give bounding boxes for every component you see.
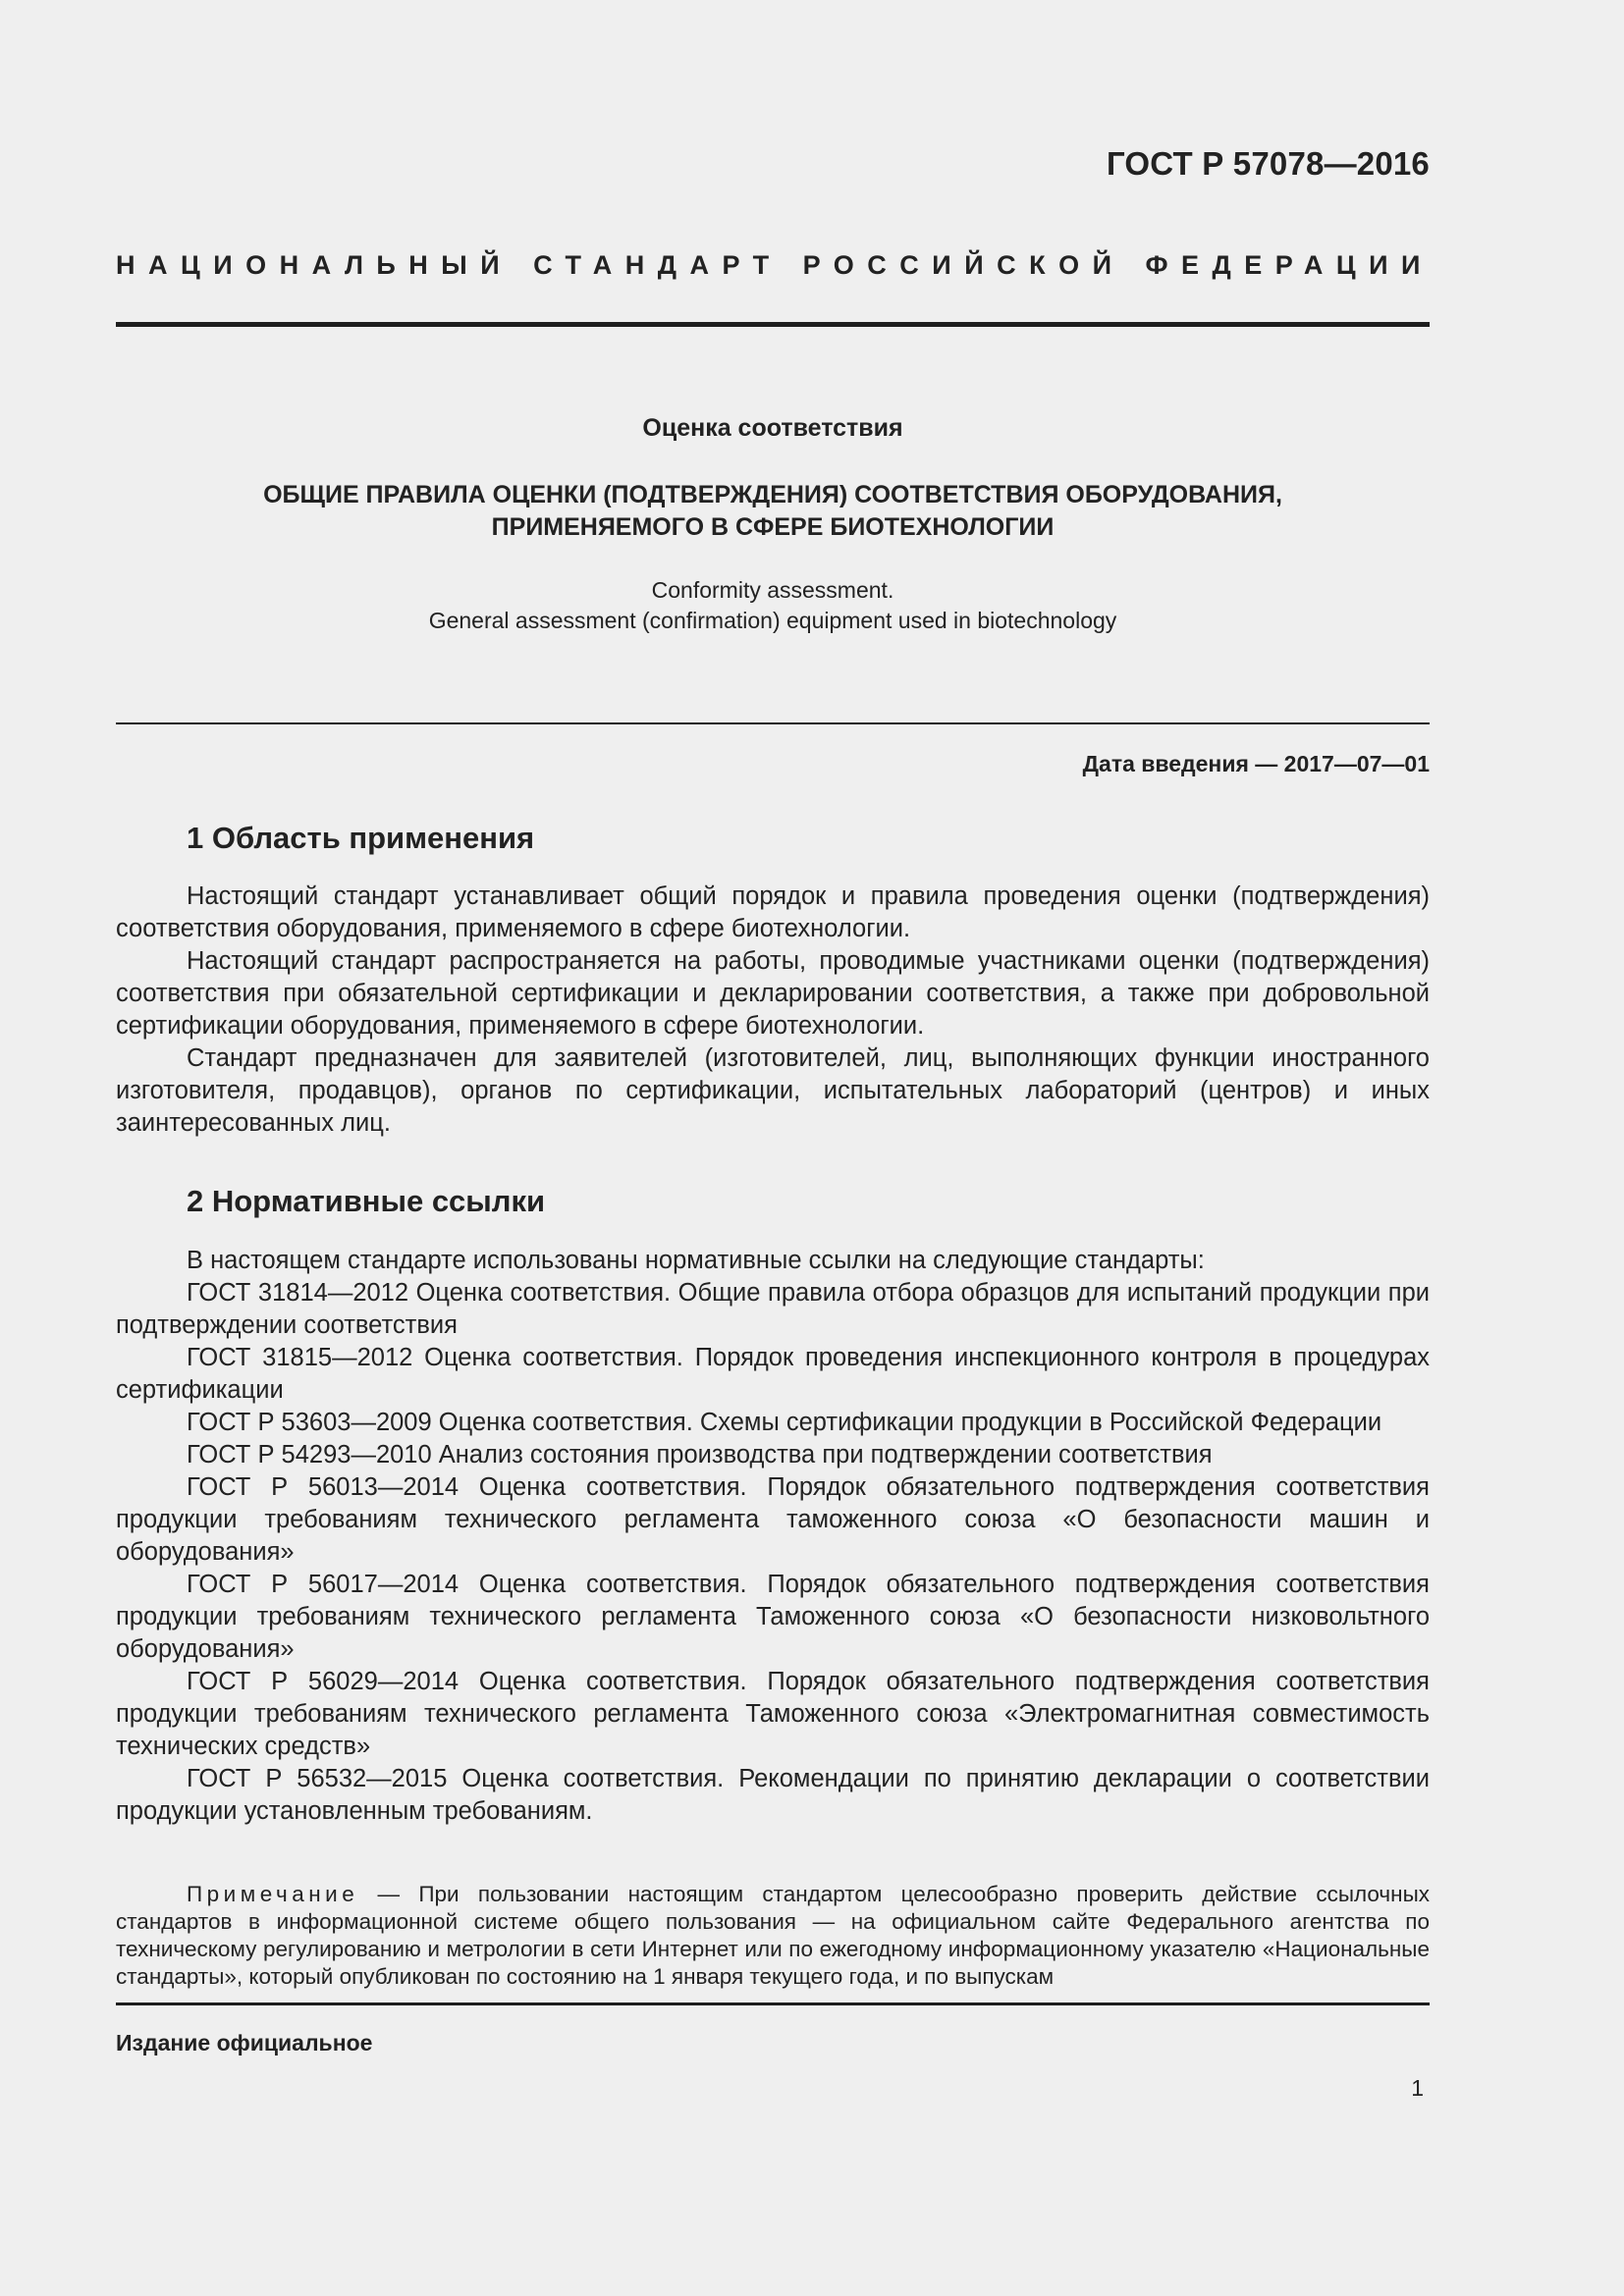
page-number: 1 (1411, 2075, 1424, 2101)
footer-rule (116, 2002, 1430, 2005)
note-block (116, 1881, 1430, 1991)
section-2-intro: В настоящем стандарте использованы нормативные ссылки на следующие стандарты: (187, 1247, 1205, 1274)
note-label: Примечание (187, 1882, 359, 1906)
english-title-line-2: General assessment (confirmation) equipment used in biotechnology (428, 608, 1117, 633)
section-1-heading: 1 Область применения (187, 821, 535, 855)
gost-code: ГОСТ Р 57078—2016 (1106, 145, 1430, 182)
main-title (116, 479, 1430, 544)
main-title-line-1: ОБЩИЕ ПРАВИЛА ОЦЕНКИ (ПОДТВЕРЖДЕНИЯ) СООТВЕТСТВИЯ ОБОРУДОВАНИЯ, (263, 481, 1282, 508)
reference-item: ГОСТ Р 56013—2014 Оценка соответствия. Порядок обязательного подтверждения соответствия продукции требованиям технического регламента таможенного союза «О безопасности машин и оборудования» (116, 1473, 1430, 1566)
edition-label: Издание официальное (116, 2030, 373, 2056)
reference-item: ГОСТ Р 56532—2015 Оценка соответствия. Рекомендации по принятию декларации о соответствии продукции установленным требованиям. (116, 1765, 1430, 1825)
note-text: — При пользовании настоящим стандартом целесообразно проверить действие ссылочных стандартов в информационной системе общего пользования — на официальном сайте Федерального агентства по техническому регулированию и метрологии в сети Интернет или по ежегодному информационному указателю «Национальные стандарты», который опубликован по состоянию на 1 января текущего года, и по выпускам (116, 1882, 1430, 1989)
subject-title: Оценка соответствия (642, 414, 903, 442)
header-rule (116, 322, 1430, 327)
title-rule (116, 722, 1430, 724)
reference-item: ГОСТ 31815—2012 Оценка соответствия. Порядок проведения инспекционного контроля в процедурах сертификации (116, 1344, 1430, 1404)
section-1-paragraph: Настоящий стандарт устанавливает общий порядок и правила проведения оценки (подтверждения) соответствия оборудования, применяемого в сфере биотехнологии. (116, 882, 1430, 942)
section-2-body (116, 1245, 1430, 1828)
section-1-paragraph: Настоящий стандарт распространяется на работы, проводимые участниками оценки (подтверждения) соответствия при обязательной сертификации и декларировании соответствия, а также при добровольной сертификации оборудования, применяемого в сфере биотехнологии. (116, 947, 1430, 1040)
section-1-paragraph: Стандарт предназначен для заявителей (изготовителей, лиц, выполняющих функции иностранного изготовителя, продавцов), органов по сертификации, испытательных лабораторий (центров) и иных заинтересованных лиц. (116, 1044, 1430, 1137)
section-2-heading: 2 Нормативные ссылки (187, 1184, 546, 1218)
main-title-line-2: ПРИМЕНЯЕМОГО В СФЕРЕ БИОТЕХНОЛОГИИ (491, 513, 1055, 541)
introduction-date: Дата введения — 2017—07—01 (1082, 751, 1430, 776)
reference-item: ГОСТ Р 54293—2010 Анализ состояния производства при подтверждении соответствия (187, 1441, 1213, 1468)
english-title-line-1: Conformity assessment. (651, 577, 894, 603)
english-title (116, 575, 1430, 636)
reference-item: ГОСТ 31814—2012 Оценка соответствия. Общие правила отбора образцов для испытаний продукции при подтверждении соответствия (116, 1279, 1430, 1339)
section-1-body (116, 881, 1430, 1140)
national-standard-banner: НАЦИОНАЛЬНЫЙ СТАНДАРТ РОССИЙСКОЙ ФЕДЕРАЦИИ (116, 250, 1434, 280)
document-page (116, 0, 1434, 2296)
reference-item: ГОСТ Р 56029—2014 Оценка соответствия. Порядок обязательного подтверждения соответствия продукции требованиям технического регламента Таможенного союза «Электромагнитная совместимость технических средств» (116, 1668, 1430, 1760)
reference-item: ГОСТ Р 53603—2009 Оценка соответствия. Схемы сертификации продукции в Российской Федерации (187, 1409, 1382, 1436)
reference-item: ГОСТ Р 56017—2014 Оценка соответствия. Порядок обязательного подтверждения соответствия продукции требованиям технического регламента Таможенного союза «О безопасности низковольтного оборудования» (116, 1571, 1430, 1663)
